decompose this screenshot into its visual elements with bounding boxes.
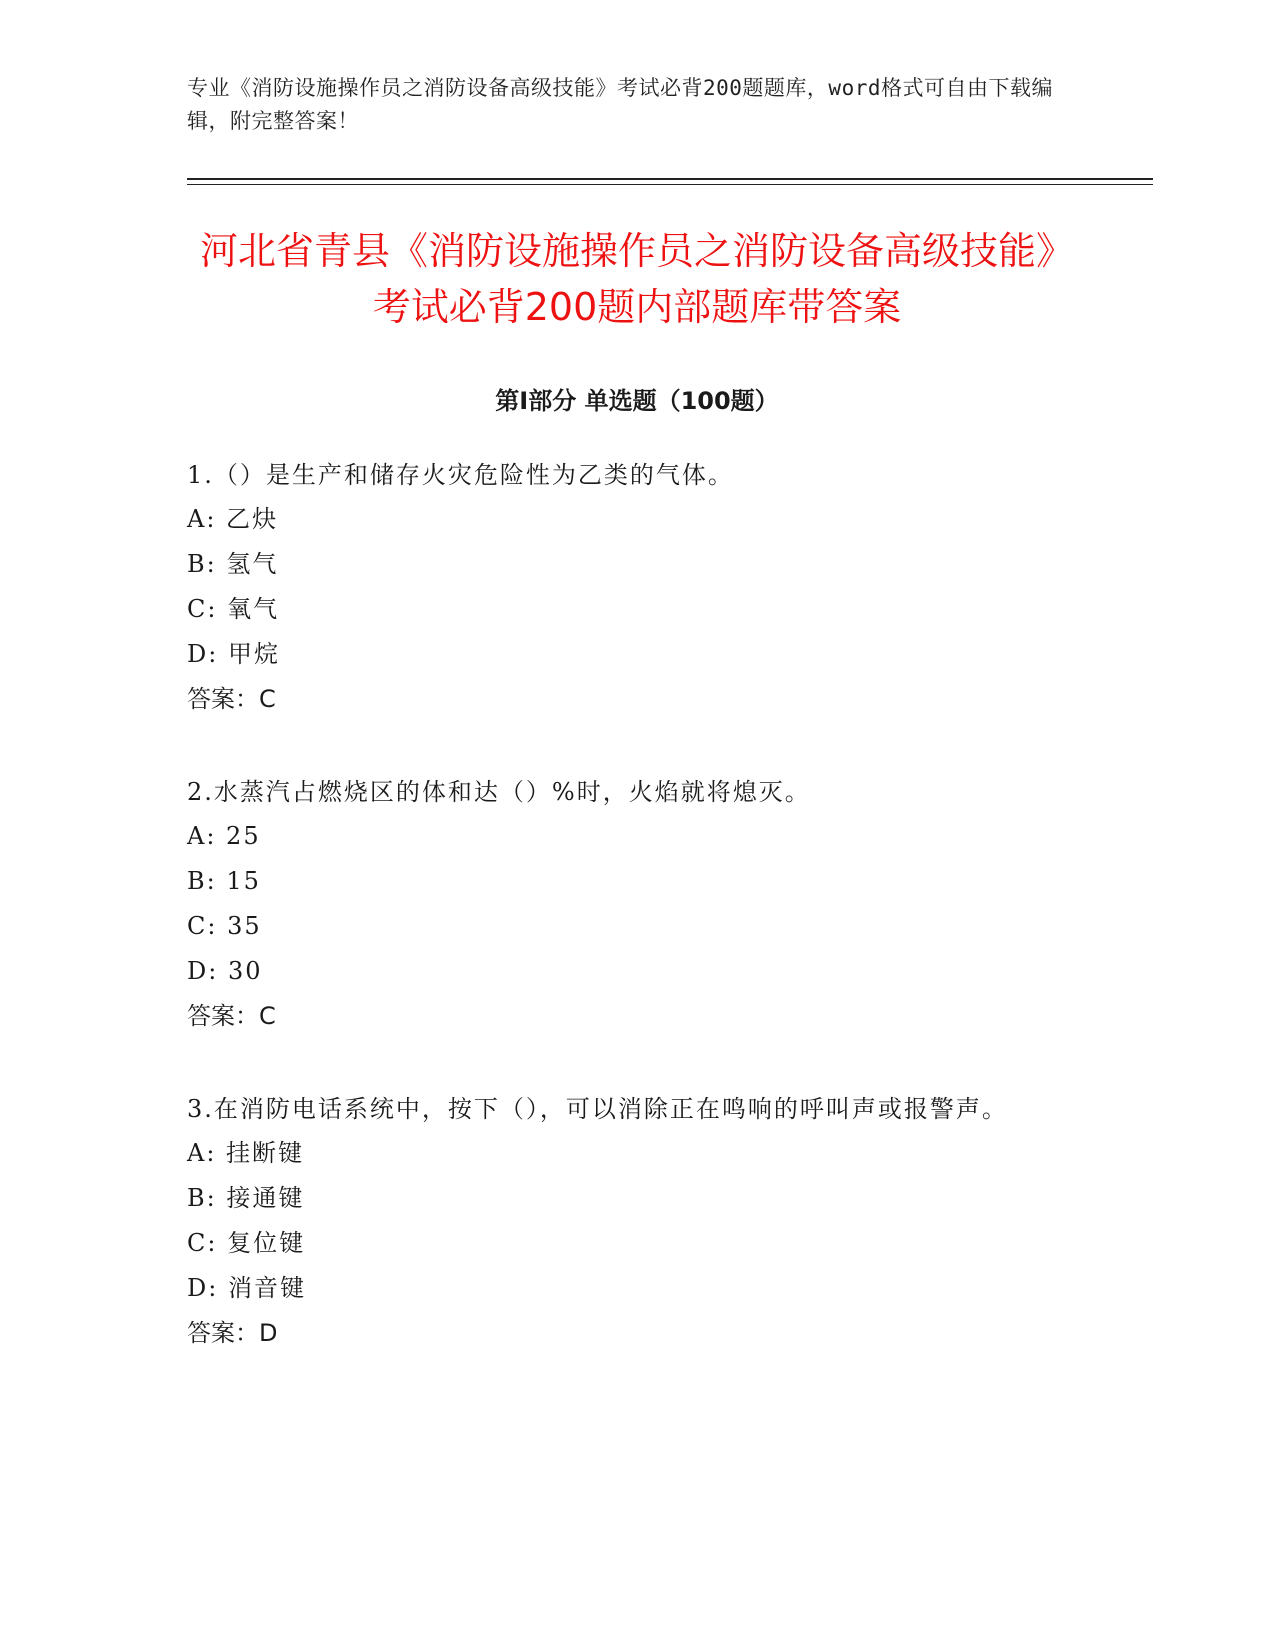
answer: 答案：C [187,685,276,713]
question-stem: 2.水蒸汽占燃烧区的体和达（）%时，火焰就将熄灭。 [187,778,811,806]
question-3 [187,1087,1067,1355]
header-note: 专业《消防设施操作员之消防设备高级技能》考试必背200题题库，word格式可自由下载编辑，附完整答案！ [187,76,1053,133]
option-b: B: 接通键 [187,1184,305,1212]
question-1 [187,453,1067,721]
document-title: 河北省青县《消防设施操作员之消防设备高级技能》考试必背200题内部题库带答案 [199,229,1074,329]
option-d: D: 甲烷 [187,640,280,668]
option-a: A: 25 [187,822,261,850]
answer: 答案：C [187,1002,276,1030]
question-stem: 1.（）是生产和储存火灾危险性为乙类的气体。 [187,461,734,489]
header-divider-thin [187,184,1153,185]
option-b: B: 15 [187,867,261,895]
option-c: C: 氧气 [187,595,280,623]
answer: 答案：D [187,1319,278,1347]
option-c: C: 复位键 [187,1229,306,1257]
header-divider-thick [187,178,1153,180]
option-a: A: 乙炔 [187,505,279,533]
option-d: D: 30 [187,957,263,985]
option-c: C: 35 [187,912,262,940]
option-a: A: 挂断键 [187,1139,305,1167]
question-stem: 3.在消防电话系统中，按下（），可以消除正在鸣响的呼叫声或报警声。 [187,1095,1008,1123]
option-b: B: 氢气 [187,550,279,578]
section-title: 第Ⅰ部分 单选题（100题） [495,387,779,415]
question-2 [187,770,1067,1038]
option-d: D: 消音键 [187,1274,306,1302]
